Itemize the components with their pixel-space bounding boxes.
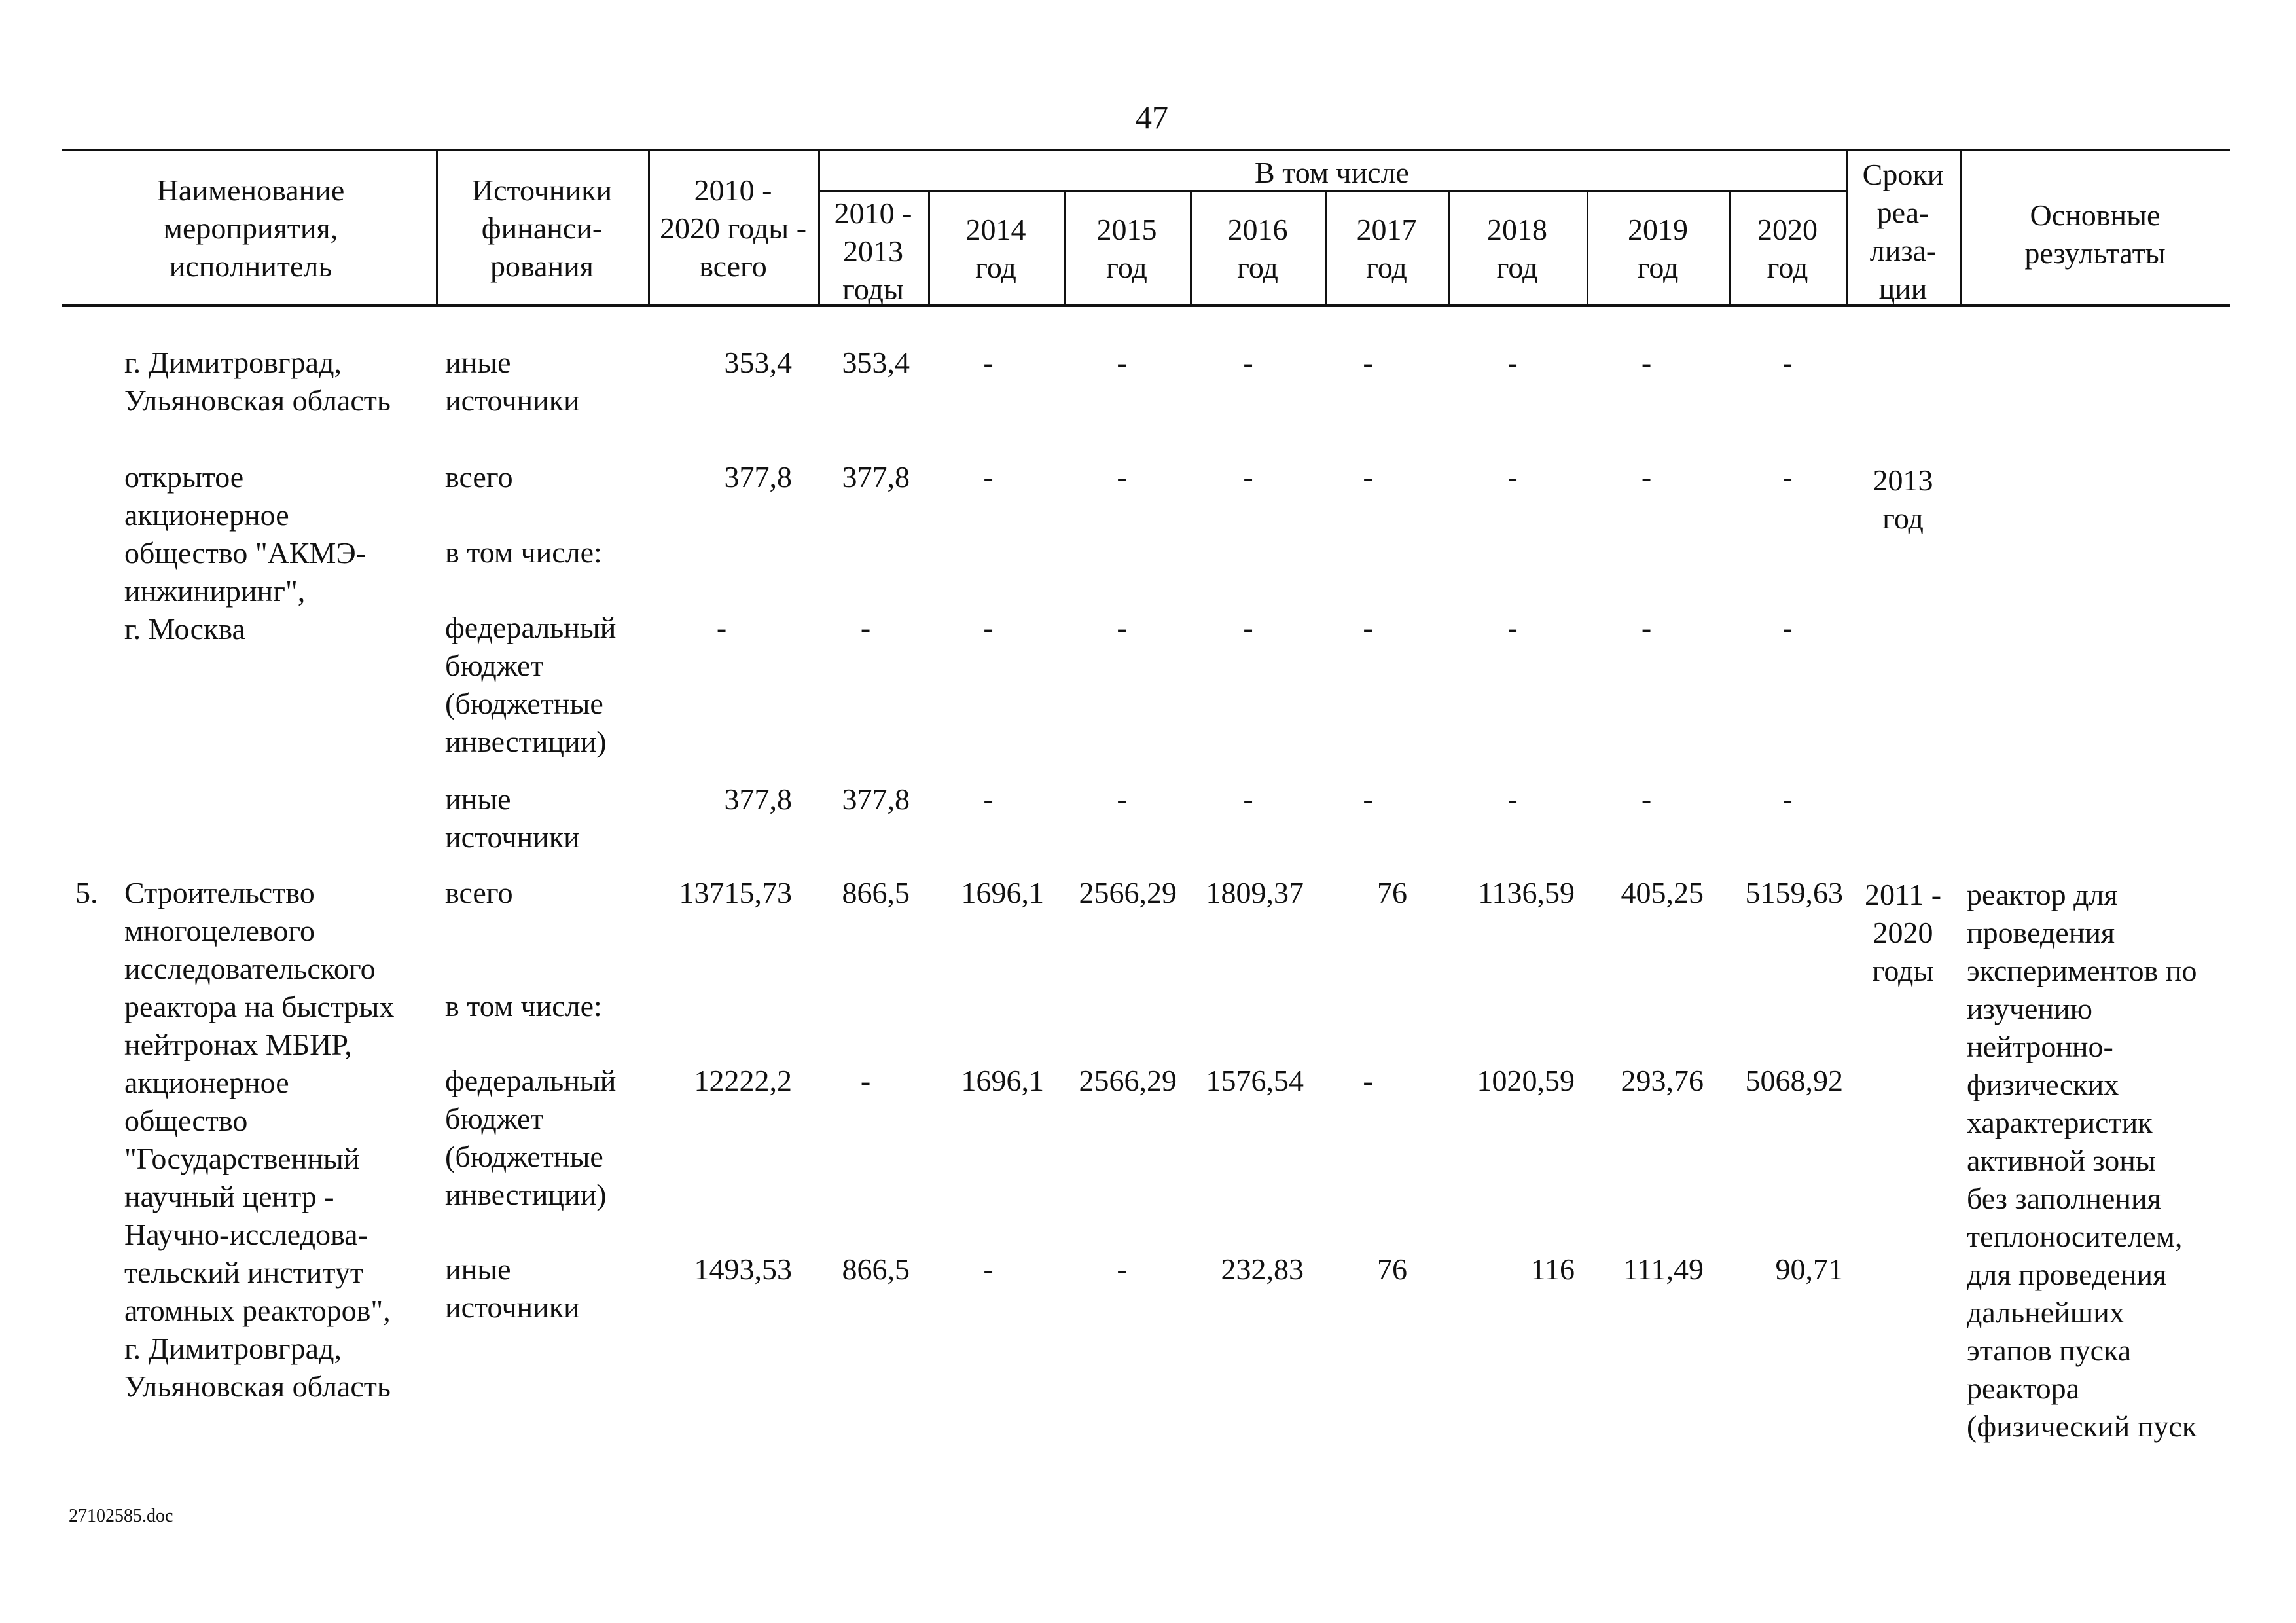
value-cell: -: [983, 782, 994, 816]
value-cell: 1576,54: [1206, 1064, 1304, 1097]
value-cell: -: [983, 460, 994, 494]
value-cell: -: [1782, 611, 1793, 644]
page-number: 47: [1136, 99, 1168, 136]
row-source: федеральный бюджет (бюджетные инвестиции): [445, 611, 617, 758]
header-2019: 2019 год: [1628, 213, 1688, 284]
header-results: Основные результаты: [2024, 198, 2166, 270]
header-2010-2013: 2010 - 2013 годы: [834, 196, 912, 306]
value-cell: -: [716, 611, 727, 644]
value-cell: 353,4: [724, 346, 792, 379]
value-cell: -: [983, 1252, 994, 1286]
footer-filename: 27102585.doc: [69, 1506, 173, 1526]
value-cell: -: [1507, 782, 1518, 816]
value-cell: -: [1243, 611, 1253, 644]
value-cell: -: [983, 611, 994, 644]
value-cell: -: [1363, 611, 1373, 644]
row-source: федеральный бюджет (бюджетные инвестиции): [445, 1064, 617, 1211]
value-cell: -: [1363, 782, 1373, 816]
value-cell: -: [1641, 611, 1652, 644]
value-cell: 1696,1: [961, 876, 1044, 909]
value-cell: -: [1117, 611, 1127, 644]
value-cell: 2566,29: [1079, 876, 1177, 909]
value-cell: -: [1507, 346, 1518, 379]
header-2016: 2016 год: [1227, 213, 1288, 284]
value-cell: -: [1507, 611, 1518, 644]
row-source: иные источники: [445, 1252, 580, 1324]
value-cell: -: [1782, 782, 1793, 816]
value-cell: 377,8: [842, 460, 910, 494]
value-cell: 5159,63: [1745, 876, 1843, 909]
value-cell: -: [1782, 460, 1793, 494]
header-2015: 2015 год: [1096, 213, 1157, 284]
value-cell: 76: [1377, 1252, 1407, 1286]
value-cell: -: [1117, 346, 1127, 379]
value-cell: 1696,1: [961, 1064, 1044, 1097]
value-cell: 405,25: [1621, 876, 1704, 909]
value-cell: -: [1117, 460, 1127, 494]
value-cell: -: [1243, 460, 1253, 494]
table-top-rule: [62, 149, 2230, 151]
row-source: всего: [445, 876, 513, 909]
row-source: иные источники: [445, 782, 580, 854]
value-cell: 1809,37: [1206, 876, 1304, 909]
header-source: Источники финанси- рования: [471, 173, 613, 283]
value-cell: 866,5: [842, 1252, 910, 1286]
value-cell: -: [1243, 346, 1253, 379]
value-cell: -: [1641, 346, 1652, 379]
value-cell: 12222,2: [694, 1064, 792, 1097]
value-cell: -: [1782, 346, 1793, 379]
row-source: иные источники: [445, 346, 580, 417]
row-name: г. Димитровград, Ульяновская область: [124, 346, 391, 417]
value-cell: 76: [1377, 876, 1407, 909]
value-cell: -: [1363, 346, 1373, 379]
header-including: В том числе: [1255, 156, 1409, 189]
row-source: в том числе:: [445, 989, 602, 1023]
row-term: 2011 - 2020 годы: [1864, 878, 1942, 987]
row-name: открытое акционерное общество "АКМЭ- инжиниринг", г. Москва: [124, 460, 367, 646]
row-name: Строительство многоцелевого исследовательского реактора на быстрых нейтронах МБИР, акционерное общество "Государственный научный центр - Научно-исследова- тельский институт атомных реакторов", г. Димитровград, Ульяновская область: [124, 876, 395, 1403]
value-cell: 377,8: [842, 782, 910, 816]
row-index: 5.: [75, 876, 98, 909]
value-cell: -: [1243, 782, 1253, 816]
value-cell: 1020,59: [1477, 1064, 1575, 1097]
value-cell: 1493,53: [694, 1252, 792, 1286]
value-cell: -: [1641, 782, 1652, 816]
value-cell: 377,8: [724, 782, 792, 816]
row-result: реактор для проведения экспериментов по изучению нейтронно- физических характеристик активной зоны без заполнения теплоносителем, для проведения дальнейших этапов пуска реактора (физический пуск: [1967, 878, 2197, 1443]
value-cell: 111,49: [1623, 1252, 1704, 1286]
value-cell: -: [983, 346, 994, 379]
value-cell: -: [860, 1064, 871, 1097]
value-cell: 377,8: [724, 460, 792, 494]
value-cell: 116: [1530, 1252, 1575, 1286]
value-cell: -: [1507, 460, 1518, 494]
row-source: в том числе:: [445, 536, 602, 569]
row-source: всего: [445, 460, 513, 494]
value-cell: 2566,29: [1079, 1064, 1177, 1097]
value-cell: 232,83: [1221, 1252, 1304, 1286]
header-name: Наименование мероприятия, исполнитель: [156, 173, 345, 283]
header-2014: 2014 год: [965, 213, 1026, 284]
header-2020: 2020 год: [1757, 213, 1818, 284]
value-cell: 353,4: [842, 346, 910, 379]
value-cell: 90,71: [1775, 1252, 1843, 1286]
header-2017: 2017 год: [1356, 213, 1417, 284]
header-terms: Сроки реа- лиза- ции: [1862, 158, 1944, 305]
value-cell: -: [1363, 1064, 1373, 1097]
value-cell: 13715,73: [679, 876, 792, 909]
value-cell: -: [1117, 782, 1127, 816]
value-cell: -: [860, 611, 871, 644]
header-total: 2010 - 2020 годы - всего: [659, 173, 807, 283]
value-cell: -: [1363, 460, 1373, 494]
header-2018: 2018 год: [1487, 213, 1547, 284]
value-cell: 5068,92: [1745, 1064, 1843, 1097]
value-cell: 1136,59: [1478, 876, 1575, 909]
value-cell: -: [1117, 1252, 1127, 1286]
value-cell: -: [1641, 460, 1652, 494]
row-term: 2013 год: [1873, 464, 1933, 535]
value-cell: 866,5: [842, 876, 910, 909]
value-cell: 293,76: [1621, 1064, 1704, 1097]
